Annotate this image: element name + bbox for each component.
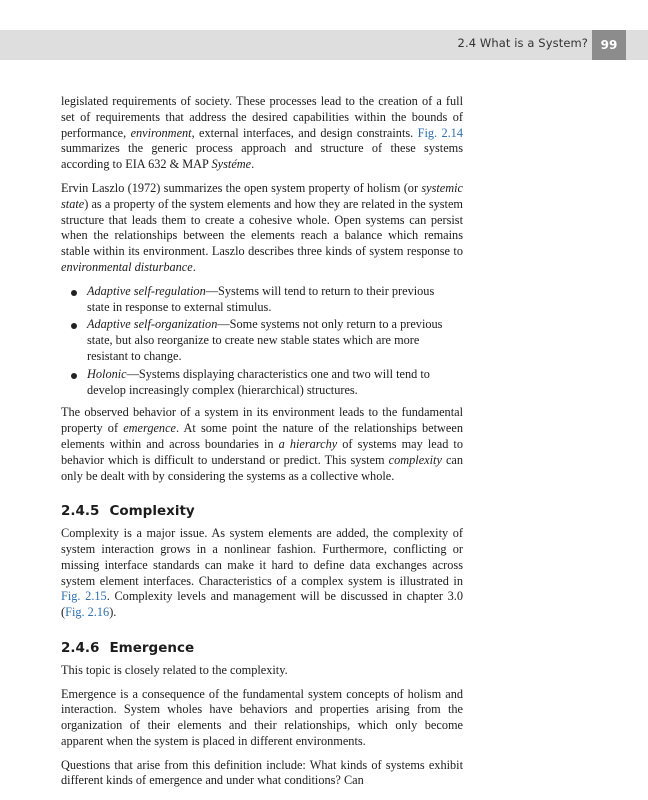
page-number: 99 bbox=[592, 30, 626, 60]
bullet-icon bbox=[71, 323, 77, 329]
paragraph-complexity: Complexity is a major issue. As system elements are added, the complexity of system interaction grows in a nonlinear fashion. Furthermore, conflicting or missing interface standards can make it hard to define data exchanges across system element interfaces. Characteristics of a complex system is illustrated in Fig. 2.15. Complexity levels and management will be discussed in chapter 3.0 (Fig. 2.16). bbox=[61, 526, 464, 620]
paragraph-emergence-definition: Emergence is a consequence of the fundamental system concepts of holism and interaction. System wholes have behaviors and properties arising from the organization of their elements and their relationships, which only become apparent when the system is placed in different environments. bbox=[61, 686, 463, 748]
fig-2-16-link[interactable]: Fig. 2.16 bbox=[65, 605, 110, 620]
paragraph-laszlo: Ervin Laszlo (1972) summarizes the open system property of holism (or systemic state) as a property of the system elements and how they are related in the system structure that leads them to create a cohesive whole. Open systems can persist when the relationships between the elements reach a balance which remains stable within its environment. Laszlo describes three kinds of system response to environmental disturbance. bbox=[61, 180, 463, 274]
page-body bbox=[61, 94, 463, 797]
paragraph-emergence-questions: Questions that arise from this definition include: What kinds of systems exhibit different kinds of emergence and under what conditions? Can bbox=[61, 757, 463, 788]
bullet-icon bbox=[71, 290, 77, 296]
section-title: Emergence bbox=[109, 639, 195, 656]
fig-2-14-link[interactable]: Fig. 2.14 bbox=[417, 125, 463, 140]
paragraph-requirements: legislated requirements of society. These processes lead to the creation of a full set of requirements that address the desired capabilities within the bounds of performance, environment, external interfaces, and design constraints. Fig. 2.14 summarizes the generic process approach and structure of these systems according to EIA 632 & MAP Systéme. bbox=[61, 94, 463, 172]
list-item: Adaptive self-regulation—Systems will tend to return to their previous state in response to external stimulus. bbox=[87, 284, 463, 316]
system-response-list bbox=[61, 284, 463, 399]
list-item: Holonic—Systems displaying characteristics one and two will tend to develop increasingly complex (hierarchical) structures. bbox=[87, 367, 463, 399]
section-title: Complexity bbox=[109, 503, 195, 520]
section-heading-complexity bbox=[61, 504, 463, 520]
list-item: Adaptive self-organization—Some systems not only return to a previous state, but also reorganize to create new stable states which are more resistant to change. bbox=[87, 317, 463, 364]
section-number: 2.4.6 bbox=[61, 639, 100, 656]
fig-2-15-link[interactable]: Fig. 2.15 bbox=[61, 589, 107, 604]
bullet-icon bbox=[71, 373, 77, 379]
paragraph-emergence-intro: The observed behavior of a system in its environment leads to the fundamental property of emergence. At some point the nature of the relationships between elements within and across boundaries in a hierarchy of systems may lead to behavior which is difficult to understand or predict. This system complexity can only be dealt with by considering the systems as a collective whole. bbox=[61, 405, 464, 483]
paragraph-emergence-related: This topic is closely related to the complexity. bbox=[61, 662, 288, 677]
section-heading-emergence bbox=[61, 641, 463, 657]
running-title: 2.4 What is a System? bbox=[457, 36, 588, 50]
section-number: 2.4.5 bbox=[61, 503, 100, 520]
